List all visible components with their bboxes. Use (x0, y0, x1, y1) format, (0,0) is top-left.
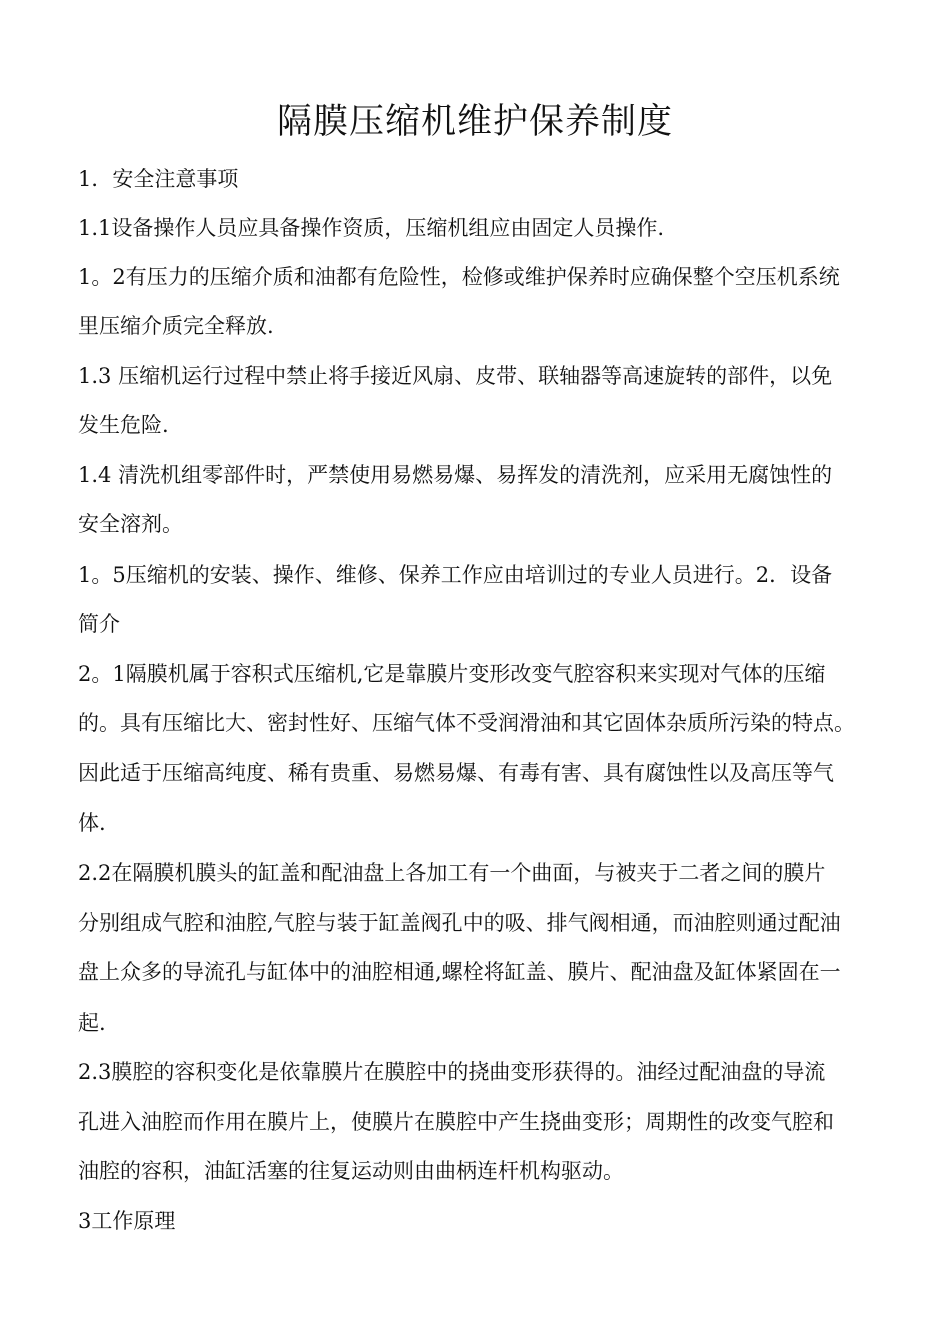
paragraph-line: 孔进入油腔而作用在膜片上，使膜片在膜腔中产生挠曲变形；周期性的改变气腔和 (78, 1110, 834, 1134)
paragraph-line: 1。5压缩机的安装、操作、维修、保养工作应由培训过的专业人员进行。2．设备 (78, 563, 833, 587)
paragraph-line: 2.2在隔膜机膜头的缸盖和配油盘上各加工有一个曲面，与被夹于二者之间的膜片 (78, 861, 826, 885)
paragraph-line: 简介 (78, 612, 120, 636)
paragraph-line: 因此适于压缩高纯度、稀有贵重、易燃易爆、有毒有害、具有腐蚀性以及高压等气 (78, 761, 834, 785)
section-heading-safety: 1．安全注意事项 (78, 167, 239, 191)
paragraph-line: 2。1隔膜机属于容积式压缩机,它是靠膜片变形改变气腔容积来实现对气体的压缩 (78, 662, 826, 686)
document-title: 隔膜压缩机维护保养制度 (276, 102, 673, 142)
paragraph-line: 里压缩介质完全释放. (78, 314, 274, 338)
paragraph-line: 盘上众多的导流孔与缸体中的油腔相通,螺栓将缸盖、膜片、配油盘及缸体紧固在一 (78, 960, 841, 984)
paragraph-line: 2.3膜腔的容积变化是依靠膜片在膜腔中的挠曲变形获得的。油经过配油盘的导流 (78, 1060, 826, 1084)
paragraph-line: 分别组成气腔和油腔,气腔与装于缸盖阀孔中的吸、排气阀相通，而油腔则通过配油 (78, 911, 841, 935)
paragraph-line: 的。具有压缩比大、密封性好、压缩气体不受润滑油和其它固体杂质所污染的特点。 (78, 711, 855, 735)
paragraph-line: 安全溶剂。 (78, 512, 183, 536)
section-heading-principle: 3工作原理 (78, 1209, 176, 1233)
paragraph-line: 起. (78, 1011, 106, 1035)
paragraph-line: 1.1设备操作人员应具备操作资质，压缩机组应由固定人员操作. (78, 216, 665, 240)
paragraph-line: 发生危险. (78, 413, 169, 437)
paragraph-line: 1.3 压缩机运行过程中禁止将手接近风扇、皮带、联轴器等高速旋转的部件，以免 (78, 364, 833, 388)
paragraph-line: 1.4 清洗机组零部件时，严禁使用易燃易爆、易挥发的清洗剂，应采用无腐蚀性的 (78, 463, 833, 487)
paragraph-line: 1。2有压力的压缩介质和油都有危险性，检修或维护保养时应确保整个空压机系统 (78, 265, 840, 289)
paragraph-line: 油腔的容积，油缸活塞的往复运动则由曲柄连杆机构驱动。 (78, 1159, 624, 1183)
paragraph-line: 体. (78, 811, 106, 835)
